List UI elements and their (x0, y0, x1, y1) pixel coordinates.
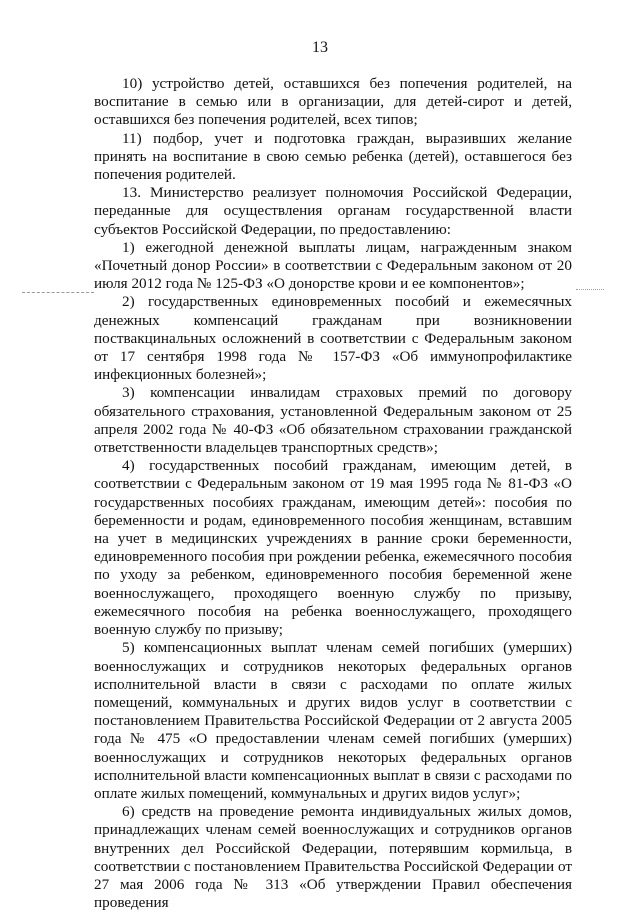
paragraph-item-11: 11) подбор, учет и подготовка граждан, выразивших желание принять на воспитание в свою семью ребенка (детей), оставшегося без попечения родителей. (94, 129, 572, 184)
paragraph-item-10: 10) устройство детей, оставшихся без попечения родителей, на воспитание в семью или в организации, для детей-сирот и детей, оставшихся без попечения родителей, всех типов; (94, 75, 572, 129)
line-mark (576, 289, 604, 290)
margin-mark (22, 292, 94, 293)
page-number: 13 (312, 39, 328, 56)
paragraph-item-6: 6) средств на проведение ремонта индивидуальных жилых домов, принадлежащих членам семей военнослужащих и сотрудников органов внутренних дел Российской Федерации, потерявшим кормильца, в соответствии с постановлением Правительства Российской Федерации от 27 мая 2006 года № 313 «Об утверждении Правил обеспечения проведения (94, 803, 572, 912)
paragraph-item-5: 5) компенсационных выплат членам семей погибших (умерших) военнослужащих и сотрудников некоторых федеральных органов исполнительной власти в связи с расходами по оплате жилых помещений, коммунальных и других видов услуг в соответствии с постановлением Правительства Российской Федерации от 2 августа 2005 года № 475 «О предоставлении членам семей погибших (умерших) военнослужащих и сотрудников некоторых федеральных органов исполнительной власти компенсационных выплат в связи с расходами по оплате жилых помещений, коммунальных и других видов услуг»; (94, 639, 572, 802)
paragraph-item-2: 2) государственных единовременных пособий и ежемесячных денежных компенсаций гражданам при возникновении поствакцинальных осложнений в соответствии с Федеральным законом от 17 сентября 1998 года № 157-ФЗ «Об иммунопрофилактике инфекционных болезней»; (94, 293, 572, 384)
paragraph-item-4: 4) государственных пособий гражданам, имеющим детей, в соответствии с Федеральным законом от 19 мая 1995 года № 81-ФЗ «О государственных пособиях гражданам, имеющим детей»: пособия по беременности и родам, единовременного пособия женщинам, вставшим на учет в медицинских учреждениях в ранние сроки беременности, единовременного пособия при рождении ребенка, ежемесячного пособия по уходу за ребенком, единовременного пособия беременной жене военнослужащего, проходящего военную службу по призыву, ежемесячного пособия на ребенка военнослужащего, проходящего военную службу по призыву; (94, 457, 572, 639)
paragraph-section-13: 13. Министерство реализует полномочия Российской Федерации, переданные для осуществления органам государственной власти субъектов Российской Федерации, по предоставлению: (94, 184, 572, 238)
paragraph-item-3: 3) компенсации инвалидам страховых премий по договору обязательного страхования, установленной Федеральным законом от 25 апреля 2002 года № 40-ФЗ «Об обязательном страховании гражданской ответственности владельцев транспортных средств»; (94, 384, 572, 457)
document-text (94, 75, 572, 912)
paragraph-item-1: 1) ежегодной денежной выплаты лицам, награжденным знаком «Почетный донор России» в соответствии с Федеральным законом от 20 июля 2012 года № 125-ФЗ «О донорстве крови и ее компонентов»; (94, 238, 572, 293)
